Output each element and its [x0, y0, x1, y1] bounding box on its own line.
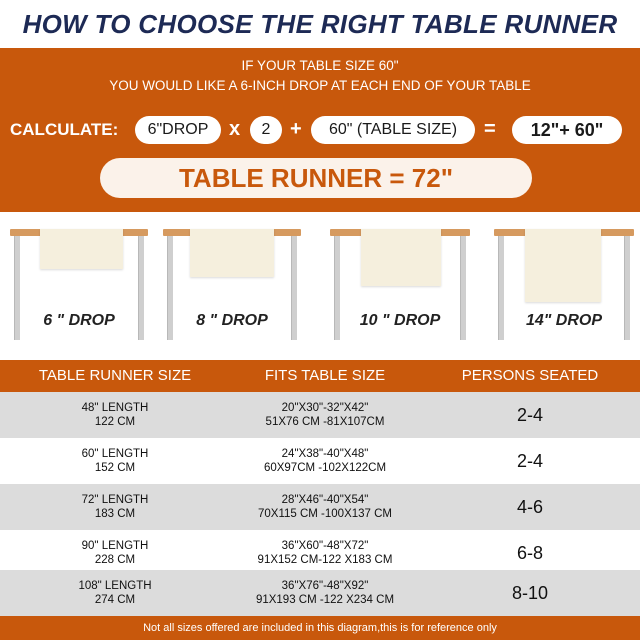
- persons-seated: 6-8: [516, 543, 543, 563]
- multiplier-pill: 2: [250, 116, 282, 144]
- runner-length-cm: 183 CM: [94, 508, 136, 520]
- fits-size-inches: 28"X46"-40"X54": [281, 494, 369, 506]
- persons-seated: 8-10: [511, 583, 549, 603]
- size-table-header: [0, 360, 640, 392]
- drop-label-8: 8 " DROP: [196, 312, 268, 329]
- table-row: [0, 484, 640, 530]
- drop-label-14: 14" DROP: [525, 312, 603, 329]
- calculation-row: [0, 116, 640, 146]
- table-row: [0, 438, 640, 484]
- header: [0, 0, 640, 48]
- disclaimer-text: Not all sizes offered are included in this diagram,this is for reference only: [143, 622, 497, 634]
- fits-size-inches: 20"X30"-32"X42": [281, 402, 369, 414]
- page-title: HOW TO CHOOSE THE RIGHT TABLE RUNNER: [22, 8, 618, 39]
- runner-drop: [40, 229, 123, 269]
- col-header-persons: PERSONS SEATED: [461, 367, 599, 384]
- runner-length-cm: 152 CM: [94, 462, 136, 474]
- table-row: [0, 392, 640, 438]
- calculate-label: CALCULATE:: [10, 120, 119, 139]
- runner-length: 72" LENGTH: [81, 494, 149, 506]
- fits-size-cm: 91X193 CM -122 X234 CM: [255, 594, 395, 606]
- fits-size-inches: 24"X38"-40"X48": [281, 448, 369, 460]
- calc-result-pill: 12"+ 60": [512, 116, 622, 144]
- fits-size-cm: 70X115 CM -100X137 CM: [257, 508, 393, 520]
- runner-length: 48" LENGTH: [81, 402, 149, 414]
- drop-illustration: [0, 212, 640, 360]
- fits-size-cm: 60X97CM -102X122CM: [263, 462, 387, 474]
- fits-size-inches: 36"X76"-48"X92": [281, 580, 369, 592]
- plus-symbol: +: [290, 118, 302, 140]
- fits-size-cm: 91X152 CM-122 X183 CM: [257, 554, 393, 566]
- times-symbol: x: [229, 118, 241, 140]
- table-runner-result-text: TABLE RUNNER = 72": [178, 162, 454, 193]
- persons-seated: 2-4: [516, 451, 543, 471]
- runner-length-cm: 228 CM: [94, 554, 136, 566]
- table-row: [0, 570, 640, 616]
- col-header-runner-size: TABLE RUNNER SIZE: [38, 367, 192, 384]
- fits-size-cm: 51X76 CM -81X107CM: [265, 416, 385, 428]
- note-line-2: YOU WOULD LIKE A 6-INCH DROP AT EACH END OF YOUR TABLE: [109, 78, 531, 93]
- drop-pill: 6"DROP: [135, 116, 221, 144]
- runner-drop: [361, 229, 441, 286]
- persons-seated: 4-6: [516, 497, 543, 517]
- runner-length: 90" LENGTH: [81, 540, 149, 552]
- col-header-fits-size: FITS TABLE SIZE: [264, 367, 386, 384]
- note-line-1: IF YOUR TABLE SIZE 60": [241, 58, 399, 73]
- equals-symbol: =: [484, 118, 496, 140]
- runner-length: 60" LENGTH: [81, 448, 149, 460]
- fits-size-inches: 36"X60"-48"X72": [281, 540, 369, 552]
- drop-label-6: 6 " DROP: [43, 312, 115, 329]
- table-runner-result: [100, 158, 532, 198]
- runner-length-cm: 122 CM: [94, 416, 136, 428]
- persons-seated: 2-4: [516, 405, 543, 425]
- disclaimer-footer: [0, 616, 640, 640]
- drop-label-10: 10 " DROP: [359, 312, 441, 329]
- runner-length-cm: 274 CM: [94, 594, 136, 606]
- runner-length: 108" LENGTH: [78, 580, 152, 592]
- runner-drop: [190, 229, 274, 277]
- table-size-pill: 60" (TABLE SIZE): [311, 116, 475, 144]
- runner-drop: [525, 229, 601, 302]
